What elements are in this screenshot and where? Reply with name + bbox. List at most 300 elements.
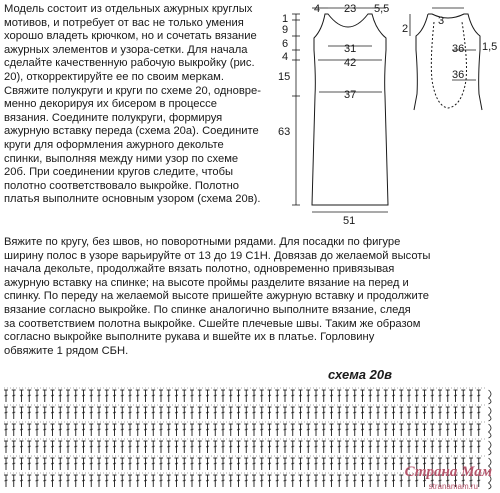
double-crochet-symbol [105,458,109,470]
double-crochet-symbol [190,390,194,402]
double-crochet-symbol [74,475,78,487]
double-crochet-symbol [4,390,8,402]
double-crochet-symbol [384,458,388,470]
double-crochet-symbol [283,458,287,470]
chain-turn-symbol [489,390,492,404]
double-crochet-symbol [175,458,179,470]
back-decollete-outline [431,22,466,108]
double-crochet-symbol [299,458,303,470]
text-line: вязания. Соедините полукруги, формируя [4,111,223,124]
double-crochet-symbol [268,407,272,419]
double-crochet-symbol [159,441,163,453]
double-crochet-symbol [376,390,380,402]
double-crochet-symbol [252,390,256,402]
text-line: мотивов, и потребует от вас не только умения [4,16,244,29]
double-crochet-symbol [58,407,62,419]
double-crochet-symbol [113,390,117,402]
double-crochet-symbol [322,475,326,487]
double-crochet-symbol [237,441,241,453]
double-crochet-symbol [12,424,16,436]
double-crochet-symbol [446,441,450,453]
double-crochet-symbol [283,441,287,453]
double-crochet-symbol [182,390,186,402]
text-line: менно декорируя их бисером в процессе [4,98,217,111]
double-crochet-symbol [330,441,334,453]
double-crochet-symbol [268,390,272,402]
double-crochet-symbol [159,424,163,436]
dim-left-4: 4 [282,51,289,63]
text-line: спинку. По переду на желаемой высоте пришейте ажурную вставку и продолжите [4,290,429,303]
double-crochet-symbol [283,475,287,487]
double-crochet-symbol [461,407,465,419]
double-crochet-symbol [392,407,396,419]
dim-top-4: 4 [314,3,321,15]
double-crochet-symbol [128,475,132,487]
text-line: платья выполните основным узором (схема 20в). [4,193,261,206]
double-crochet-symbol [136,407,140,419]
double-crochet-symbol [51,441,55,453]
double-crochet-symbol [51,390,55,402]
double-crochet-symbol [384,424,388,436]
text-line: сделайте качественную рабочую выкройку (рис. [4,57,255,70]
double-crochet-symbol [182,475,186,487]
double-crochet-symbol [384,475,388,487]
double-crochet-symbol [291,390,295,402]
double-crochet-symbol [353,407,357,419]
text-line: обвяжите 1 рядом СБН. [4,344,129,357]
double-crochet-symbol [376,475,380,487]
double-crochet-symbol [469,424,473,436]
double-crochet-symbol [322,390,326,402]
double-crochet-symbol [89,407,93,419]
dim-top-23: 23 [344,3,357,15]
double-crochet-symbol [337,407,341,419]
double-crochet-symbol [182,407,186,419]
double-crochet-symbol [182,424,186,436]
double-crochet-symbol [430,441,434,453]
double-crochet-symbol [244,458,248,470]
double-crochet-symbol [12,458,16,470]
double-crochet-symbol [477,441,481,453]
dim-left-6: 6 [282,38,289,50]
double-crochet-symbol [213,475,217,487]
double-crochet-symbol [89,390,93,402]
double-crochet-symbol [82,458,86,470]
double-crochet-symbol [167,458,171,470]
double-crochet-symbol [244,407,248,419]
double-crochet-symbol [51,475,55,487]
double-crochet-symbol [175,475,179,487]
double-crochet-symbol [392,475,396,487]
double-crochet-symbol [27,390,31,402]
double-crochet-symbol [299,407,303,419]
double-crochet-symbol [314,424,318,436]
double-crochet-symbol [299,441,303,453]
double-crochet-symbol [399,458,403,470]
double-crochet-symbol [20,458,24,470]
double-crochet-symbol [229,407,233,419]
double-crochet-symbol [89,475,93,487]
double-crochet-symbol [446,390,450,402]
double-crochet-symbol [120,390,124,402]
double-crochet-symbol [423,441,427,453]
double-crochet-symbol [430,407,434,419]
double-crochet-symbol [12,390,16,402]
double-crochet-symbol [82,390,86,402]
double-crochet-symbol [206,458,210,470]
double-crochet-symbol [260,390,264,402]
double-crochet-symbol [469,441,473,453]
double-crochet-symbol [27,458,31,470]
chain-turn-symbol [489,424,492,438]
double-crochet-symbol [244,424,248,436]
double-crochet-symbol [113,458,117,470]
dim-left-63: 63 [278,126,291,138]
double-crochet-symbol [144,475,148,487]
double-crochet-symbol [283,424,287,436]
text-line: хорошо владеть крючком, но и сочетать вязание [4,30,257,43]
double-crochet-symbol [82,475,86,487]
double-crochet-symbol [330,424,334,436]
double-crochet-symbol [268,424,272,436]
double-crochet-symbol [353,424,357,436]
double-crochet-symbol [446,424,450,436]
double-crochet-symbol [43,424,47,436]
dim-back-2: 2 [402,23,409,35]
double-crochet-symbol [74,390,78,402]
double-crochet-symbol [330,475,334,487]
dim-back-top-3: 3 [438,15,445,27]
double-crochet-symbol [97,441,101,453]
double-crochet-symbol [136,441,140,453]
double-crochet-symbol [252,424,256,436]
double-crochet-symbol [159,475,163,487]
double-crochet-symbol [206,441,210,453]
double-crochet-symbol [477,390,481,402]
double-crochet-symbol [306,441,310,453]
double-crochet-symbol [268,475,272,487]
double-crochet-symbol [260,441,264,453]
double-crochet-symbol [206,407,210,419]
double-crochet-symbol [407,390,411,402]
double-crochet-symbol [20,441,24,453]
double-crochet-symbol [477,407,481,419]
double-crochet-symbol [268,458,272,470]
double-crochet-symbol [97,390,101,402]
text-line: Вяжите по кругу, без швов, но поворотными рядами. Для посадки по фигуре [4,236,401,248]
text-line: круги для оформления ажурного декольте [4,138,224,151]
double-crochet-symbol [144,390,148,402]
double-crochet-symbol [384,441,388,453]
intro-column-text [4,3,261,207]
double-crochet-symbol [190,458,194,470]
double-crochet-symbol [469,390,473,402]
double-crochet-symbol [392,390,396,402]
double-crochet-symbol [237,390,241,402]
double-crochet-symbol [97,458,101,470]
double-crochet-symbol [244,441,248,453]
double-crochet-symbol [337,424,341,436]
double-crochet-symbol [221,475,225,487]
double-crochet-symbol [151,458,155,470]
double-crochet-symbol [144,407,148,419]
double-crochet-symbol [66,441,70,453]
text-line: 20б. При соединении кругов следите, чтобы [4,166,234,179]
instructions-text [4,236,430,358]
double-crochet-symbol [314,441,318,453]
double-crochet-symbol [167,475,171,487]
double-crochet-symbol [353,458,357,470]
double-crochet-symbol [105,424,109,436]
double-crochet-symbol [260,407,264,419]
double-crochet-symbol [306,424,310,436]
double-crochet-symbol [337,390,341,402]
double-crochet-symbol [198,407,202,419]
double-crochet-symbol [423,407,427,419]
double-crochet-symbol [306,407,310,419]
double-crochet-symbol [260,458,264,470]
double-crochet-symbol [105,475,109,487]
double-crochet-symbol [314,458,318,470]
double-crochet-symbol [361,475,365,487]
double-crochet-symbol [299,475,303,487]
double-crochet-symbol [144,458,148,470]
pattern-diagram [270,0,500,232]
double-crochet-symbol [159,390,163,402]
double-crochet-symbol [291,458,295,470]
text-line: полотно соответствовало выкройке. Полотно [4,179,239,192]
dim-front-31: 31 [344,43,357,55]
double-crochet-symbol [454,407,458,419]
double-crochet-symbol [105,390,109,402]
double-crochet-symbol [322,441,326,453]
double-crochet-symbol [144,441,148,453]
double-crochet-symbol [51,424,55,436]
double-crochet-symbol [221,407,225,419]
double-crochet-symbol [128,424,132,436]
double-crochet-symbol [376,424,380,436]
double-crochet-symbol [368,407,372,419]
double-crochet-symbol [368,424,372,436]
double-crochet-symbol [244,390,248,402]
double-crochet-symbol [407,424,411,436]
double-crochet-symbol [345,407,349,419]
double-crochet-symbol [461,424,465,436]
dim-back-36-mid: 36 [452,69,465,81]
double-crochet-symbol [353,390,357,402]
double-crochet-symbol [330,390,334,402]
double-crochet-symbol [384,407,388,419]
double-crochet-symbol [306,475,310,487]
double-crochet-symbol [461,441,465,453]
double-crochet-symbol [213,407,217,419]
double-crochet-symbol [244,475,248,487]
double-crochet-symbol [345,424,349,436]
double-crochet-symbol [392,441,396,453]
double-crochet-symbol [51,407,55,419]
double-crochet-symbol [167,441,171,453]
double-crochet-symbol [89,441,93,453]
double-crochet-symbol [368,475,372,487]
double-crochet-symbol [35,458,39,470]
double-crochet-symbol [175,441,179,453]
double-crochet-symbol [353,475,357,487]
double-crochet-symbol [399,475,403,487]
double-crochet-symbol [438,390,442,402]
double-crochet-symbol [175,424,179,436]
double-crochet-symbol [314,390,318,402]
double-crochet-symbol [368,441,372,453]
dim-front-37: 37 [344,89,357,101]
dim-left-15: 15 [278,71,291,83]
double-crochet-symbol [399,390,403,402]
double-crochet-symbol [66,475,70,487]
double-crochet-symbol [260,424,264,436]
double-crochet-symbol [151,407,155,419]
double-crochet-symbol [361,441,365,453]
double-crochet-symbol [299,390,303,402]
double-crochet-symbol [283,390,287,402]
double-crochet-symbol [82,424,86,436]
double-crochet-symbol [206,390,210,402]
double-crochet-symbol [213,424,217,436]
double-crochet-symbol [43,390,47,402]
double-crochet-symbol [407,441,411,453]
double-crochet-symbol [376,458,380,470]
text-line: согласно выкройке выполните рукава и вшейте их в платье. Горловину [4,331,375,344]
dim-left-9: 9 [282,24,289,36]
double-crochet-symbol [66,390,70,402]
double-crochet-symbol [229,441,233,453]
double-crochet-symbol [151,424,155,436]
double-crochet-symbol [66,407,70,419]
double-crochet-symbol [198,390,202,402]
double-crochet-symbol [407,407,411,419]
double-crochet-symbol [120,458,124,470]
double-crochet-symbol [469,407,473,419]
double-crochet-symbol [306,458,310,470]
double-crochet-symbol [35,475,39,487]
double-crochet-symbol [12,407,16,419]
double-crochet-symbol [368,458,372,470]
double-crochet-symbol [51,458,55,470]
double-crochet-symbol [206,424,210,436]
double-crochet-symbol [182,458,186,470]
dim-back-1-5: 1,5 [482,41,498,53]
double-crochet-symbol [330,407,334,419]
double-crochet-symbol [229,475,233,487]
double-crochet-symbol [268,441,272,453]
double-crochet-symbol [275,424,279,436]
double-crochet-symbol [58,441,62,453]
double-crochet-symbol [74,441,78,453]
double-crochet-symbol [66,458,70,470]
double-crochet-symbol [477,424,481,436]
double-crochet-symbol [74,424,78,436]
double-crochet-symbol [175,390,179,402]
double-crochet-symbol [58,458,62,470]
text-line: Свяжите полукруги и круги по схеме 20, одновре- [4,84,261,97]
double-crochet-symbol [190,441,194,453]
double-crochet-symbol [213,458,217,470]
double-crochet-symbol [27,407,31,419]
double-crochet-symbol [361,458,365,470]
double-crochet-symbol [190,424,194,436]
double-crochet-symbol [229,424,233,436]
double-crochet-symbol [120,407,124,419]
text-line: начала декольте, продолжайте вязать полотно, одновременно привязывая [4,263,395,276]
double-crochet-symbol [151,475,155,487]
double-crochet-symbol [454,424,458,436]
double-crochet-symbol [58,424,62,436]
double-crochet-symbol [221,458,225,470]
text-line: Модель состоит из отдельных ажурных круглых [4,3,253,15]
double-crochet-symbol [415,441,419,453]
text-line: вязание согласно выкройке. По спинке аналогично выполните вязание, следя [4,303,411,316]
double-crochet-symbol [82,407,86,419]
double-crochet-symbol [260,475,264,487]
double-crochet-symbol [306,390,310,402]
double-crochet-symbol [368,390,372,402]
dim-front-42: 42 [344,57,357,69]
double-crochet-symbol [198,441,202,453]
double-crochet-symbol [252,407,256,419]
double-crochet-symbol [361,424,365,436]
double-crochet-symbol [35,441,39,453]
double-crochet-symbol [454,441,458,453]
double-crochet-symbol [252,441,256,453]
double-crochet-symbol [151,390,155,402]
dim-top-5-5: 5,5 [374,3,390,15]
double-crochet-symbol [454,390,458,402]
double-crochet-symbol [337,441,341,453]
double-crochet-symbol [213,390,217,402]
double-crochet-symbol [213,441,217,453]
double-crochet-symbol [58,390,62,402]
double-crochet-symbol [97,475,101,487]
double-crochet-symbol [237,407,241,419]
double-crochet-symbol [392,458,396,470]
double-crochet-symbol [159,407,163,419]
dim-left-1: 1 [282,13,289,25]
double-crochet-symbol [128,390,132,402]
double-crochet-symbol [423,390,427,402]
double-crochet-symbol [27,475,31,487]
double-crochet-symbol [198,475,202,487]
double-crochet-symbol [43,407,47,419]
double-crochet-symbol [345,390,349,402]
double-crochet-symbol [20,407,24,419]
double-crochet-symbol [376,407,380,419]
double-crochet-symbol [415,390,419,402]
double-crochet-symbol [97,407,101,419]
text-line: ажурную вставку переда (схема 20а). Соедините [4,125,259,138]
double-crochet-symbol [361,390,365,402]
double-crochet-symbol [120,475,124,487]
double-crochet-symbol [4,441,8,453]
dim-back-36-top: 36 [452,43,465,55]
double-crochet-symbol [275,441,279,453]
double-crochet-symbol [4,475,8,487]
double-crochet-symbol [167,424,171,436]
double-crochet-symbol [229,458,233,470]
double-crochet-symbol [97,424,101,436]
double-crochet-symbol [20,424,24,436]
double-crochet-symbol [35,390,39,402]
double-crochet-symbol [128,407,132,419]
double-crochet-symbol [291,441,295,453]
double-crochet-symbol [58,475,62,487]
